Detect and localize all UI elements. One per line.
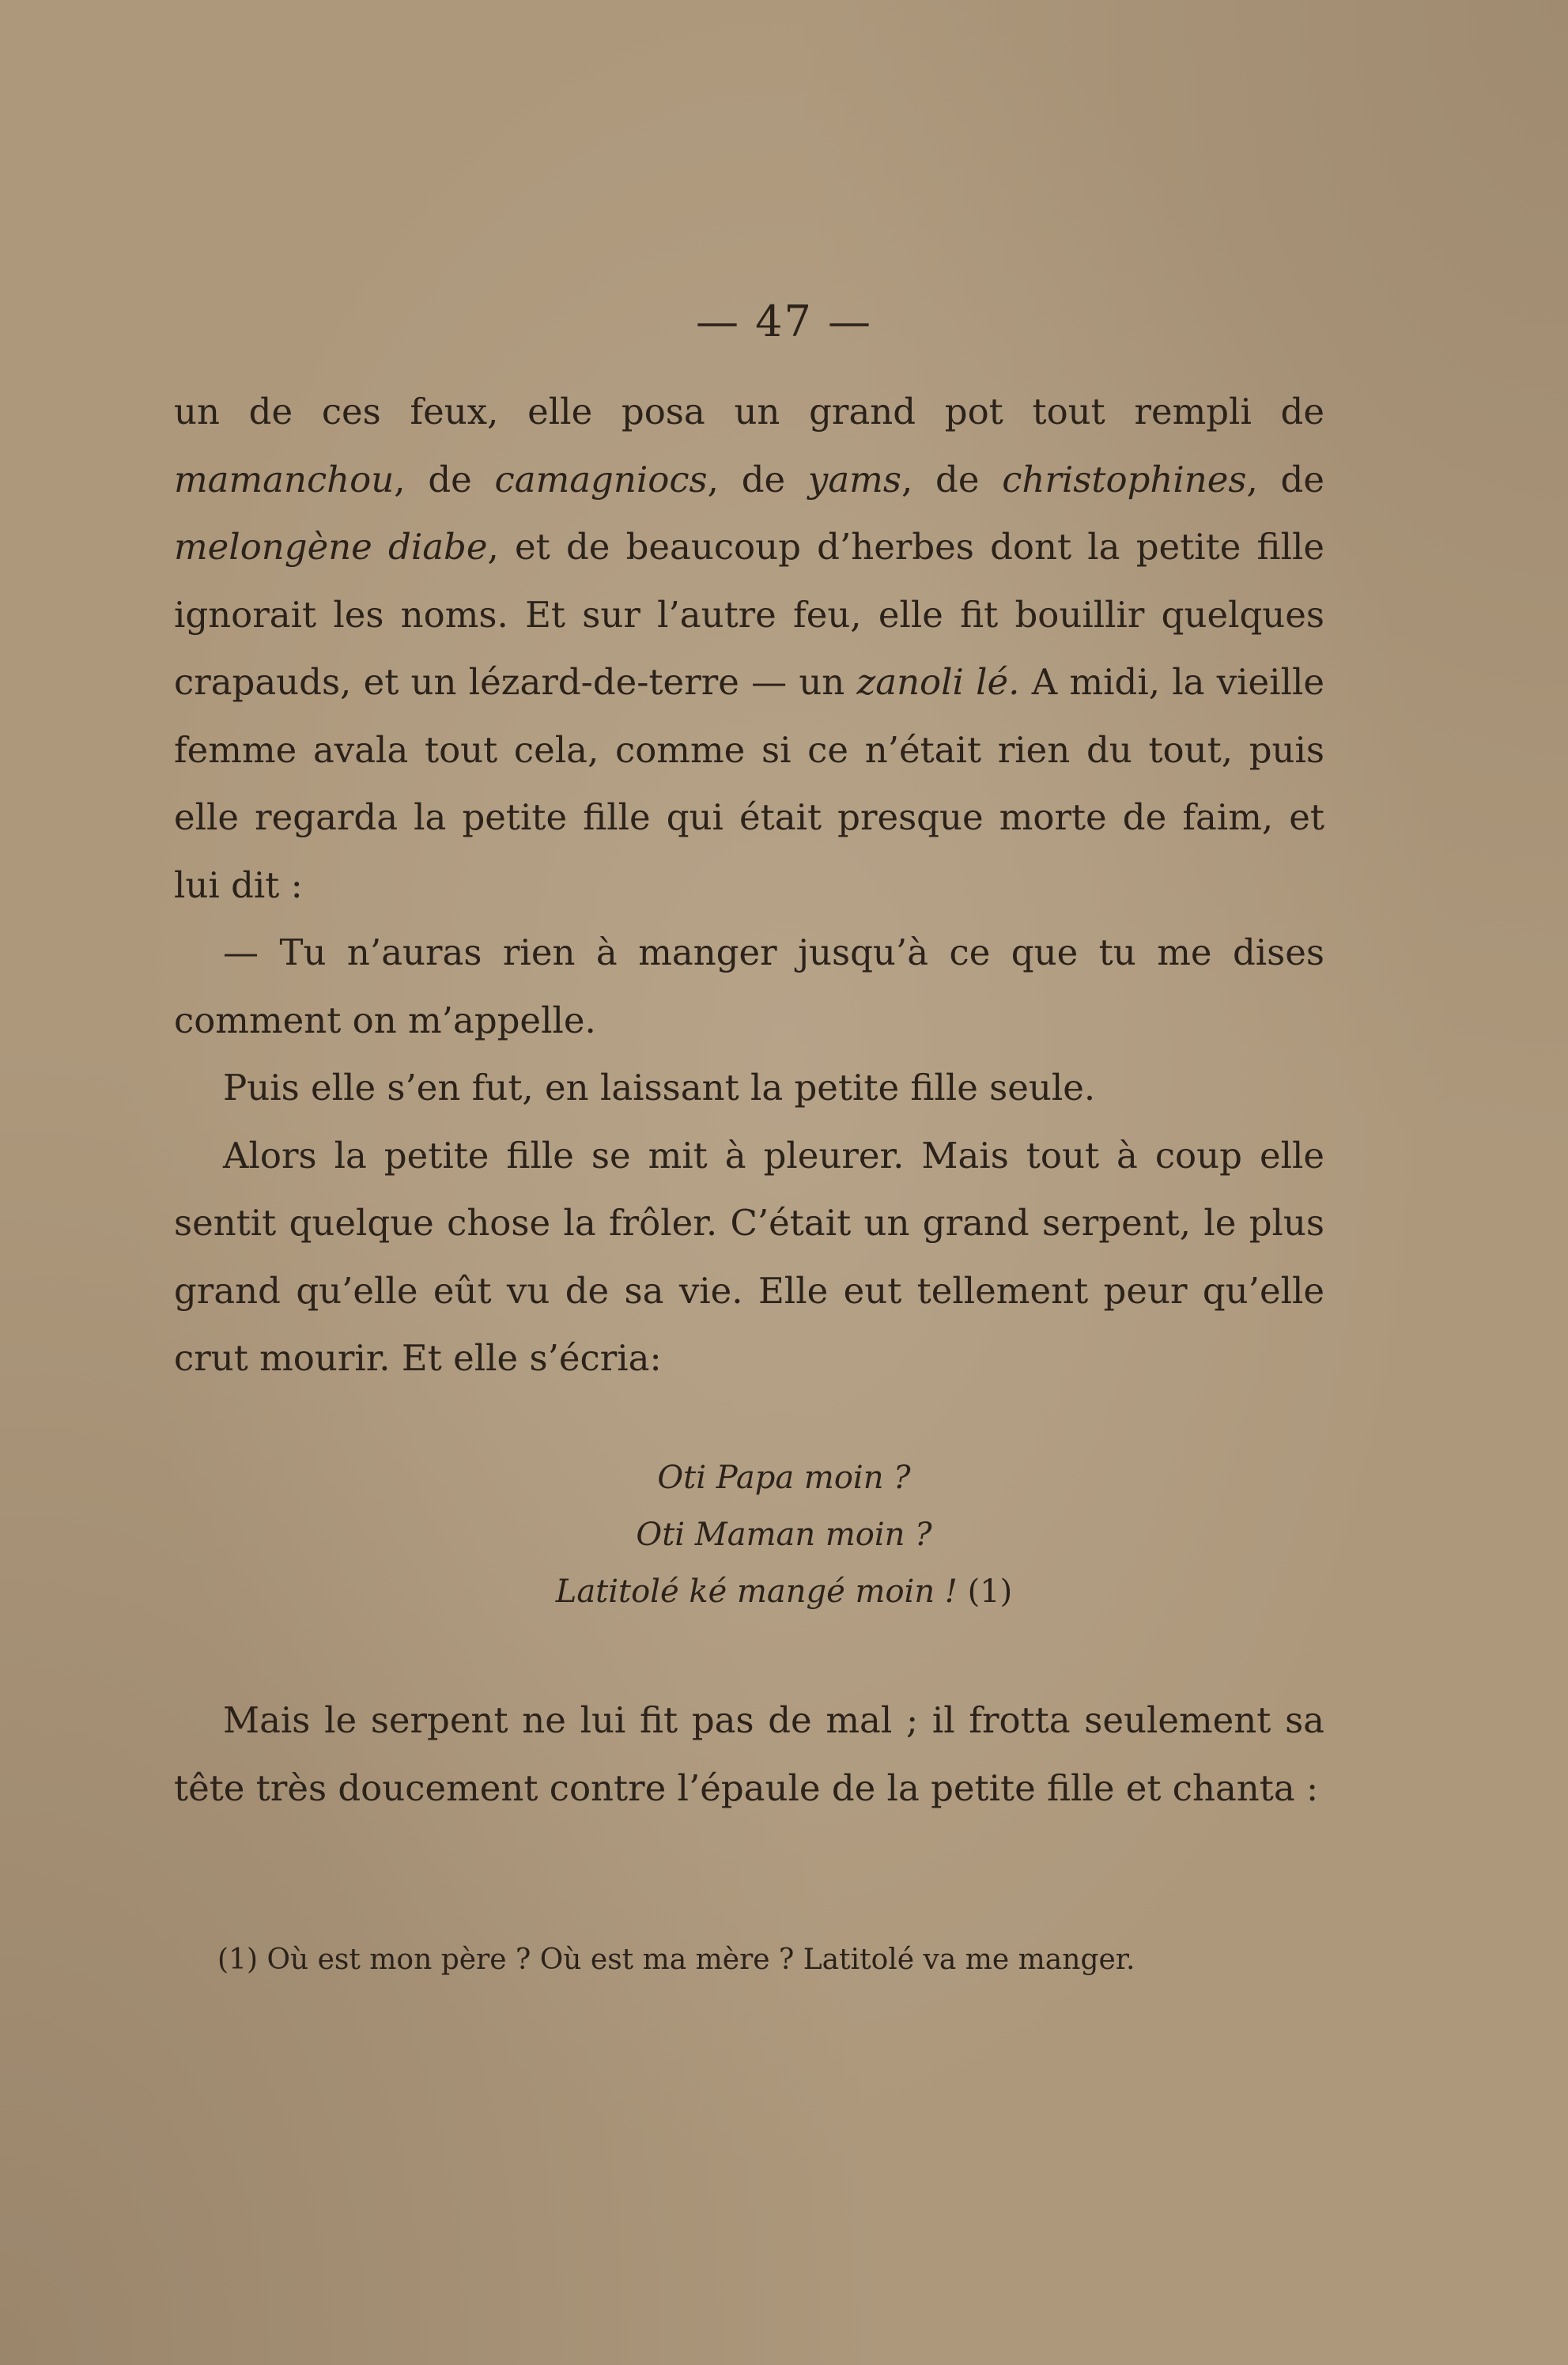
term-zanoli-le: zanoli lé. — [856, 661, 1020, 703]
paragraph-1-text-7: A midi, la vieille femme avala tout cela, comme si ce n’était rien du tout, puis elle regarda la petite fille qui était presque morte de faim, et lui dit : — [174, 661, 1324, 906]
paragraph-1-text-5: , de — [1246, 458, 1324, 501]
page-number: — 47 — — [695, 297, 873, 346]
paragraph-1-text-1: un de ces feux, elle posa un grand pot tout rempli de — [174, 391, 1324, 433]
paragraph-2: — Tu n’auras rien à manger jusqu’à ce que tu me dises comment on m’appelle. — [174, 931, 1324, 1041]
footnote: (1) Où est mon père ? Où est ma mère ? Latitolé va me manger. — [217, 1944, 1135, 1976]
paragraph-3: Puis elle s’en fut, en laissant la petite fille seule. — [223, 1067, 1096, 1109]
song-verse — [0, 1449, 1568, 1620]
footnote-reference: (1) — [957, 1574, 1013, 1610]
verse-line-2: Oti Maman moin ? — [636, 1517, 932, 1553]
term-mamanchou: mamanchou — [174, 458, 395, 501]
paragraph-1-text-6: , et de beaucoup d’herbes dont la petite fille ignorait les noms. Et sur l’autre feu, elle fit bouillir quelques crapauds, et un lézard-de-terre — un — [174, 526, 1324, 703]
paragraph-5: Mais le serpent ne lui fit pas de mal ; il frotta seulement sa tête très doucement contre l’épaule de la petite fille et chanta : — [174, 1699, 1324, 1809]
paragraph-1 — [174, 378, 1324, 919]
closing-text-block — [174, 1687, 1324, 1822]
paragraph-4: Alors la petite fille se mit à pleurer. Mais tout à coup elle sentit quelque chose la frôler. C’était un grand serpent, le plus grand qu’elle eût vu de sa vie. Elle eut tellement peur qu’elle crut mourir. Et elle s’écria: — [174, 1134, 1324, 1379]
term-melongene-diabe: melongène diabe — [174, 526, 488, 568]
verse-line-1: Oti Papa moin ? — [657, 1460, 911, 1496]
paragraph-1-text-2: , de — [394, 458, 495, 501]
paragraph-1-text-3: , de — [707, 458, 808, 501]
term-yams: yams — [807, 458, 901, 501]
verse-line-3-text: Latitolé ké mangé moin ! — [555, 1574, 958, 1610]
verse-line-3 — [0, 1563, 1568, 1620]
term-christophines: christophines — [1002, 458, 1247, 501]
term-camagniocs: camagniocs — [494, 458, 708, 501]
paragraph-1-text-4: , de — [901, 458, 1003, 501]
main-text-block — [174, 378, 1324, 1392]
